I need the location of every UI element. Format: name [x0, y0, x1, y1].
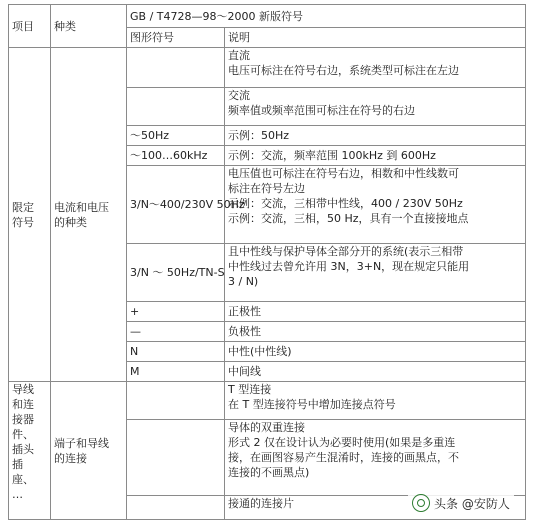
symbol-cell	[127, 496, 225, 520]
description-cell: 导体的双重连接 形式 2 仅在设计认为必要时使用(如果是多重连 接，在画图容易产生混淆时，连接的画黑点，不 连接的不画黑点)	[225, 420, 526, 496]
description-cell: 正极性	[225, 302, 526, 322]
description-cell: 中性(中性线)	[225, 342, 526, 362]
symbol-cell	[127, 382, 225, 420]
section1-item: 限定 符号	[9, 48, 51, 382]
description-cell: 且中性线与保护导体全部分开的系统(表示三相带 中性线过去曾允许用 3N，3+N，现在规定只能用 3 / N)	[225, 244, 526, 302]
description-cell: 接通的连接片	[225, 496, 526, 520]
symbol-cell	[127, 48, 225, 88]
header-item: 项目	[9, 5, 51, 48]
symbol-cell: N	[127, 342, 225, 362]
symbol-cell	[127, 420, 225, 496]
description-cell: 负极性	[225, 322, 526, 342]
header-standard: GB / T4728—98～2000 新版符号	[127, 5, 526, 28]
description-cell: 示例：交流，频率范围 100kHz 到 600Hz	[225, 146, 526, 166]
symbol-cell: ～50Hz	[127, 126, 225, 146]
watermark	[408, 492, 514, 514]
description-cell: 示例：50Hz	[225, 126, 526, 146]
symbol-cell: +	[127, 302, 225, 322]
symbol-cell: 3/N ～ 50Hz/TN-S	[127, 244, 225, 302]
symbol-cell: M	[127, 362, 225, 382]
header-description: 说明	[225, 28, 526, 48]
symbol-standard-table	[8, 4, 526, 520]
watermark-logo-icon	[412, 494, 430, 512]
section2-kind: 端子和导线 的连接	[51, 382, 127, 520]
watermark-text: 头条 @安防人	[434, 496, 510, 511]
description-cell: 交流 频率值或频率范围可标注在符号的右边	[225, 88, 526, 126]
header-symbol: 图形符号	[127, 28, 225, 48]
symbol-cell: —	[127, 322, 225, 342]
symbol-cell: 3/N～400/230V 50Hz	[127, 166, 225, 244]
symbol-cell	[127, 88, 225, 126]
description-cell: 中间线	[225, 362, 526, 382]
section1-kind: 电流和电压 的种类	[51, 48, 127, 382]
section2-item: 导线 和连 接器 件、 插头 插 座、 …	[9, 382, 51, 520]
description-cell: 直流 电压可标注在符号右边，系统类型可标注在左边	[225, 48, 526, 88]
symbol-cell: ～100…60kHz	[127, 146, 225, 166]
description-cell: 电压值也可标注在符号右边，相数和中性线数可 标注在符号左边 示例：交流，三相带中性线，400 / 230V 50Hz 示例：交流，三相，50 Hz，具有一个直接接地点	[225, 166, 526, 244]
description-cell: T 型连接 在 T 型连接符号中增加连接点符号	[225, 382, 526, 420]
header-kind: 种类	[51, 5, 127, 48]
